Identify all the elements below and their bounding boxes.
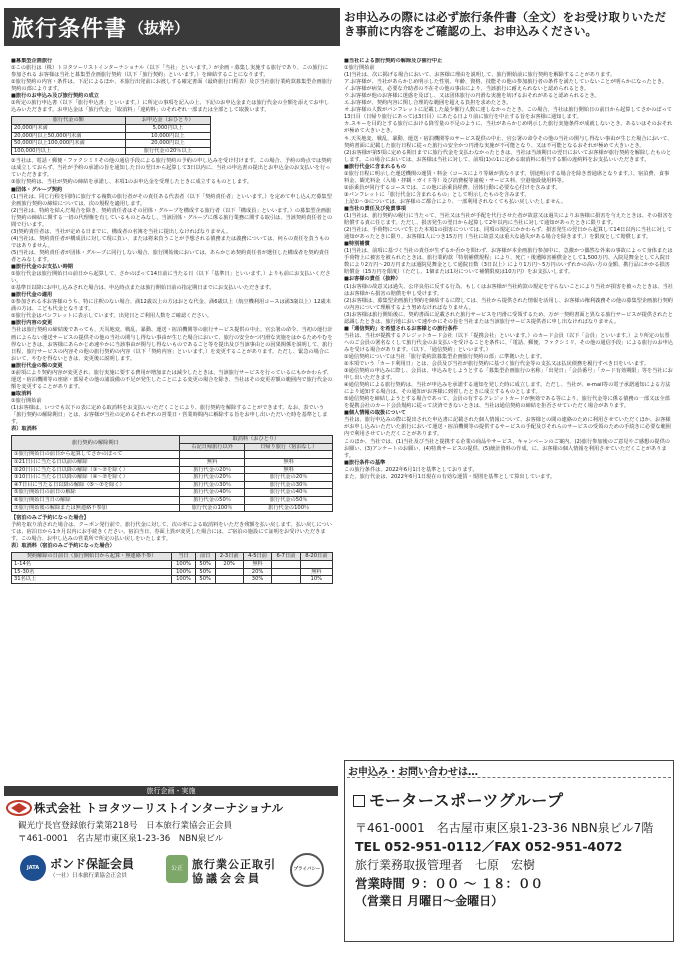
- table-cell: 10%: [300, 576, 332, 584]
- paragraph: (2)当社は、特約を結んだ場合を除き、契約責任者はその団体・グループを構成する旅行者（以下「構成員」といいます。）の募集型企画旅行契約の締結に関する一切の代理権を有しているものとみなし、当該団体・グループに係る旅行業務に関する取引は、当該契約責任者との間で行います。: [11, 207, 333, 228]
- paragraph: このほか、当社では、(1)当社及び当社と提携する企業の商品やサービス、キャンペーンのご案内、(2)旅行参加後のご意見やご感想の提供のお願い、(3)アンケートのお願い、(4)特典サービスの提供、(5)統計資料の作成、に、お客様の個人情報を利用させていただくことがあります。: [344, 438, 670, 459]
- table-cell: 旅行代金の40％: [245, 489, 333, 497]
- paragraph: ■募集型企画旅行: [11, 58, 53, 64]
- cancel-header-right: 取消料（おひとり）: [179, 436, 332, 444]
- table-cell: 旅行代金の30％: [245, 481, 333, 489]
- table-header-cell: 前日: [195, 553, 215, 561]
- company-logo: [6, 800, 32, 816]
- paragraph: エ.お客様が、契約内容に関し合理的な範囲を超える負担を求めたとき。: [344, 100, 512, 107]
- table-header-cell: 8-20日前: [300, 553, 332, 561]
- table-row: [12, 481, 333, 489]
- table-cell: 1-14名: [12, 560, 172, 568]
- paragraph: ①旅行開始前: [344, 65, 375, 72]
- table-cell: ③10日目に当たる日以降の解除（④～⑦を除く）: [12, 474, 180, 482]
- paragraph: ①所定の旅行申込書（以下「旅行申込書」といいます。）に所定の事項を記入の上、下記のお申込金または旅行代金の全額を添えてお申し込みいただきます。お申込金は「旅行代金」「取消料」「違約料」のそれぞれ一部または全部として取扱います。: [11, 100, 330, 114]
- table-row: [12, 124, 211, 132]
- table-cell: 無料: [300, 568, 332, 576]
- table-row: [12, 568, 333, 576]
- table-cell: 10,000円以上: [125, 132, 210, 140]
- table-cell: 5,000円以上: [125, 124, 210, 132]
- table-row: [12, 504, 333, 512]
- paragraph: ■旅行代金の額の変更: [11, 362, 63, 369]
- table-cell: 20,000円未満: [12, 124, 126, 132]
- paragraph: 【宿泊のみご予約になった場合】: [11, 515, 89, 522]
- paragraph: (1)お客様は、いつでも以下の表に定める取消料をお支払いいただくことにより、旅行契約を解除することができます。なお、表でいう「旅行契約の解除期日」とは、お客様が当社の定めるそれぞれの営業日・営業時間内に解除する旨をお申し出いただいた時を基準とします。: [11, 404, 328, 426]
- table-header-row: [12, 553, 333, 561]
- privacy-mark-icon: プライバシー: [290, 853, 324, 887]
- table-cell: ①旅行開始日の前日から起算してさかのぼって: [12, 451, 180, 459]
- table-cell: 50%: [195, 560, 215, 568]
- paragraph: ②添乗員が同行するコースでは、この他に添乗員経費、団体行動に必要な心付けを含みます。: [344, 184, 561, 191]
- paragraph: ②旅行契約の内容・条件は、下記によるほか、本旅行出発前にお渡しする確定書面（最終旅行日程表）及び当社旅行業約款募集型企画旅行契約の部によります。: [11, 79, 333, 93]
- table-cell: ⑤旅行開始日の前日の解除: [12, 489, 180, 497]
- header-bar: [4, 8, 340, 46]
- paragraph: 当社は、旅行申込みの際に提出された申込書に記載された個人情報について、お客様との間の連絡のために利用させていただくほか、お客様がお申し込みいただいた旅行において運送・宿泊機関等の提供するサービスの手配及びそれらのサービスの受領のための手続きに必要な範囲内で利用させていただくことがあります。: [344, 417, 671, 438]
- table-cell: 50,000円以上100,000円未満: [12, 140, 126, 148]
- left-text-c: [11, 515, 333, 550]
- paragraph: ■「通信契約」を希望されるお客様との旅行条件: [344, 325, 458, 332]
- contact-divider: [347, 777, 671, 778]
- paragraph: ②旅行代金はパンフレットに表示しています。出発日とご利用人数をご確認ください。: [11, 313, 213, 320]
- paragraph: (4)当社は、契約責任者が構成員に対して現に負い、または将来負うことが予想される債務または義務については、何らの責任を負うものではありません。: [11, 235, 330, 249]
- paragraph: 当社は旅行契約の締結後であっても、天災地変、戦乱、暴動、運送・宿泊機関等の旅行サービス提供の中止、官公署の命令、当初の運行計画によらない運送サービスの提供その他の当社の関与し得ない事由が生じた場合において、旅行の安全かつ円滑な実施をはかるためやむを得ないときは、お客様にあらかじめ速やかに当該事由が関与し得ないものであること等を提出及び当該事由との因果関係を説明して、旅行日程、旅行サービスの内容その他の旅行契約の内容（以下「契約内容」といいます。）を変更することがあります。ただし、緊急の場合において、やむを得ないときは、変更後に説明します。: [11, 327, 333, 362]
- table-header-cell: 契約解除の日前日（旅行開始日から起算・無連絡不参）: [12, 553, 172, 561]
- paragraph: ③旅行契約は、当社が契約の締結を承諾し、本項1のお申込金を受理したときに成立するものとします。: [11, 179, 252, 186]
- cancellation-table: [11, 435, 333, 512]
- table-cell: [245, 451, 333, 459]
- contact-box: [344, 760, 674, 942]
- table-cell: 旅行代金の100％: [179, 504, 245, 512]
- table-cell: 20%: [243, 568, 271, 576]
- bond-badge: [20, 855, 160, 881]
- table-cell: 旅行代金の20％: [245, 474, 333, 482]
- paragraph: ②当社は、電話・郵便・ファクシミリその他の通信手段による旅行契約の予約の申し込みを受け付けます。この場合、予約の時点では契約は成立しておらず、当社が予約の承諾の旨を通知した日の翌日から起算して3日以内に、当社の申込書の提出とお申込金のお支払いを行っていただきます。: [11, 158, 332, 179]
- paragraph: ■旅行代金に含まれるもの: [344, 163, 406, 170]
- planning-bar: 旅行企画・実施: [4, 786, 338, 796]
- table-row: [12, 576, 333, 584]
- paragraph: ■個人情報の取扱について: [344, 410, 406, 417]
- paragraph: (2)当社は、手荷物について生じた本項1の損害については、同項の規定にかかわらず、損害発生の翌日から起算して14日以内に当社に対して通知があったときに限り、お客様1人につき15万円（当社に故意又は重大な過失がある場合を除きます。）を限度として賠償します。: [344, 227, 672, 241]
- table-row: [12, 489, 333, 497]
- table-cell: 無料: [245, 458, 333, 466]
- paragraph: 当社は、当社が提携するクレジットカード会社（以下「提携会社」といいます。）のカード会員（以下「会員」といいます。）より所定の伝票へのご会員の署名なくして旅行代金のお支払いを受けることを条件に、「電話、郵便、ファクシミリ、その他の通信手段」による旅行のお申込みを受ける場合があります。（以下、「通信契約」といいます。）: [344, 332, 674, 353]
- table-cell: 無料: [243, 560, 271, 568]
- table-cell: ⑦旅行開始後の解除または無連絡不参加: [12, 504, 180, 512]
- paragraph: 上記①～③については、お客様のご都合により、一部利用されなくても払い戻しいたしません。: [344, 198, 567, 205]
- paragraph: ■旅行代金のお支払い時期: [11, 264, 73, 271]
- contact-hours: 営業時間 ９：００ ～ １８：００: [355, 876, 544, 891]
- bond-title: ボンド保証会員: [50, 857, 135, 871]
- paragraph: (2)お客様は、募集型企画旅行契約を締結するに際しては、当社から提供された情報を活用し、お客様の権利義務その他の募集型企画旅行契約の内容について理解するよう努めなければなりません。: [344, 297, 673, 311]
- paragraph: ③通信契約の申込みに際し、会員は、申込みをしようとする「募集型企画旅行の名称」「出発日」「会員番号」「カード有効期限」等を当社にお申し出いただきます。: [344, 368, 673, 382]
- table-header-cell: 6-7日前: [272, 553, 300, 561]
- table-row: [12, 451, 333, 459]
- table-header-cell: 2-3日前: [215, 553, 243, 561]
- checkbox-icon: [353, 795, 365, 807]
- paragraph: ①この旅行は（株）トヨタツーリストインターナショナル（以下「当社」といいます。）が企画・募集し実施する旅行であり、この旅行に参加される お客様は当社と募集型企画旅行契約（以下「旅行契約」といいます。）を締結することになります。: [11, 65, 328, 79]
- table-cell: 15-30名: [12, 568, 172, 576]
- paragraph: キ.天災地変、戦乱、暴動、運送・宿泊機関等のサービス提供の中止、官公署の命令その他の当社の関与し得ない事由が生じた場合において、契約書面に記載した旅行日程に従った旅行の安全かつ円滑な実施が不可能となり、又は不可能となるおそれが極めて大きいとき。: [344, 135, 673, 149]
- contact-phone: TEL 052-951-0112／FAX 052-951-4072: [355, 839, 623, 854]
- paragraph: この旅行条件は、2022年6月1日を基準としております。: [344, 466, 478, 473]
- hotel-cancellation-table: [11, 552, 333, 583]
- contact-title: お申込み・お問い合わせは…: [348, 767, 478, 778]
- left-text-a: [11, 58, 333, 114]
- paragraph: (1)当社は、同じ行程を同時に旅行する複数の旅行者がその責任ある代表者（以下「契約責任者」といいます。）を定めて申し込んだ募集型企画旅行契約の締結については、次の規程を適用します。: [11, 193, 332, 207]
- fair-trade-badge: [166, 855, 286, 885]
- contact-company-name: モータースポーツグループ: [369, 791, 564, 810]
- table-cell: 旅行代金の50％: [245, 496, 333, 504]
- table-row: [12, 474, 333, 482]
- table-row: [12, 466, 333, 474]
- table-cell: [300, 560, 332, 568]
- table-cell: ②20日目に当たる日以降の解除（③～⑦を除く）: [12, 466, 180, 474]
- paragraph: (1)当社は、次に掲げる場合において、お客様に理由を説明して、旅行開始前に旅行契約を解除することがあります。: [344, 72, 616, 79]
- jata-icon: JATA: [20, 855, 46, 881]
- paragraph: ■旅行代金の適用: [11, 292, 53, 299]
- paragraph: ④通信契約による旅行契約は、当社が申込みを承諾する通知を発した時に成立します。ただし、当社が、e-mail等の電子承諾通知による方法により通知する場合は、その通知がお客様に到着したときに成立するものとします。: [344, 382, 671, 396]
- paragraph: 表）取消料（宿泊のみご予約になった場合）: [11, 543, 115, 550]
- contact-company: [353, 788, 563, 811]
- paragraph: カ.スキーを目的とする旅行における降雪量の不足のように、当社があらかじめ明示した旅行実施条件が成就しないとき、あるいはそのおそれが極めて大きいとき。: [344, 121, 673, 135]
- page-title: 旅行条件書: [12, 16, 128, 42]
- paragraph: 予約を取り消された場合は、クーポン発行前で、旅行代金に対して、次の率による取消料をいただき残額を払い戻します。払い戻しについては、宿泊日から1カ月以内にお手続きください。宿泊当日、券面上異が変更した場合には、ご宿泊の施設にて証明をお受けいただきます。この場合、お申し込みの営業所で所定の払い戻しをいたします。: [11, 522, 332, 543]
- table-cell: 50%: [195, 568, 215, 576]
- cancel-subheader: 右記日帰旅行以外: [179, 443, 245, 451]
- paragraph: (1)お客様の故意又は過失、公序良俗に反する行為、もしくはお客様が当社約款の規定を守らないことにより当社が損害を被ったときは、当社はお客様から損害の賠償を申し受けます。: [344, 283, 673, 297]
- fair-trade-line2: 協議会会員: [192, 872, 262, 885]
- paragraph: ■当社による旅行契約の解除及び催行中止: [344, 58, 443, 64]
- table-cell: 旅行代金の50％: [179, 496, 245, 504]
- paragraph: ②本項でいう「カード利用日」とは、会員及び当社が旅行契約に基づく旅行代金等の支払又は払戻債務を履行すべき日をいいます。: [344, 361, 650, 368]
- paragraph: また、旅行代金は、2022年6月1日現在の有効な運賃・規則を基準として算出しています。: [344, 473, 556, 480]
- table-cell: 50%: [195, 576, 215, 584]
- fair-trade-icon: 公正: [166, 855, 188, 883]
- paragraph: ■当社の責任及び免責事項: [344, 205, 406, 212]
- table-row: [12, 458, 333, 466]
- paragraph: (5)当社は、契約責任者が団体・グループに同行しない場合、旅行開始後においては、あらかじめ契約責任者が選任した構成者を契約責任者とみなします。: [11, 249, 330, 263]
- table-row: [12, 140, 211, 148]
- table-cell: 20%: [215, 560, 243, 568]
- table-cell: 31名以上: [12, 576, 172, 584]
- table-cell: [272, 568, 300, 576]
- paragraph: ③前項により契約内容が変更され、旅行実施に要する費用が増加または減少したときは、当該旅行サービスを行っているにもかかわらず、運送・宿泊機関等の座席・部屋その他の諸設備の不足が発生したことによる変更の場合を除き、当社はその変更差額の範囲内で旅行代金の額を変更することがあります。: [11, 369, 333, 390]
- paragraph: ①旅行開始前: [11, 397, 42, 404]
- paragraph: ア.お客様が、当社があらかじめ明示した性別、年齢、資格、技能その他の参加旅行者の条件を満たしていないことが明らかになったとき。: [344, 79, 668, 86]
- table-cell: 100%: [172, 560, 196, 568]
- paragraph: イ.お客様が病気、必要な介助者の不在その他の事由により、当該旅行に耐えられないと認められるとき。: [344, 86, 590, 93]
- table-cell: [272, 576, 300, 584]
- table-cell: 無料: [245, 466, 333, 474]
- deposit-header: お申込金（おひとり）: [125, 117, 210, 125]
- fair-trade-line1: 旅行業公正取引: [192, 858, 276, 871]
- table-header-cell: 当日: [172, 553, 196, 561]
- paragraph: ■旅行条件の基準: [344, 459, 386, 466]
- table-header-cell: 4-5日前: [243, 553, 271, 561]
- table-cell: 旅行代金の20％以上: [125, 147, 210, 155]
- table-cell: 100%: [172, 568, 196, 576]
- table-cell: 旅行代金の20％: [179, 474, 245, 482]
- paragraph: ①旅行代金は旅行開始日の前日から起算して、さかのぼって14日前に当たる日（以下「基準日」といいます。）よりも前にお支払いください。: [11, 271, 331, 285]
- table-cell: ④7日目に当たる日以降の解除（⑤～⑦を除く）: [12, 481, 180, 489]
- table-cell: [215, 568, 243, 576]
- table-cell: 旅行代金の100％: [245, 504, 333, 512]
- table-cell: 20,000円以上50,000円未満: [12, 132, 126, 140]
- left-text-b: [11, 158, 333, 433]
- paragraph: ■旅行のお申込み及び旅行契約の成立: [11, 93, 99, 100]
- table-cell: [215, 576, 243, 584]
- table-cell: 無料: [179, 458, 245, 466]
- paragraph: (3)お客様は旅行開始後に、契約書面に記載された旅行サービスを円滑に受領するため、万が一契約書面と異なる旅行サービスが提供されたと認識したときは、旅行地において速やかにその旨を当社または当該旅行サービス提供者に申し出なければなりません。: [344, 311, 673, 325]
- paragraph: ②基準日以降にお申し込みされた場合は、申込時点または旅行開始日前の指定期日までにお支払いいただきます。: [11, 285, 275, 292]
- paragraph: オ.お客様の人数がパンフレットに記載した最少催行人数に達しなかったとき。この場合、当社は旅行開始日の前日から起算してさかのぼって13日目（日帰り旅行にあっては3日目）にあたる日より前に旅行を中止する旨をお客様に通知します。: [344, 107, 672, 121]
- table-row: [12, 147, 211, 155]
- table-cell: 100%: [172, 576, 196, 584]
- table-cell: 20,000円以上: [125, 140, 210, 148]
- table-cell: 旅行代金の20％: [179, 466, 245, 474]
- table-cell: 30%: [243, 576, 271, 584]
- company-address: 〒461-0001 名古屋市東区泉1-23-36 NBN泉ビル: [18, 834, 224, 844]
- paragraph: (1)当社は、旅行契約の履行に当たって、当社又は当社が手配を代行させた者が故意又は過失によりお客様に損害を与えたときは、その損害を賠償する責に任じます。ただし、損害発生の翌日から起算して2年以内に当社に対して通知があったときに限ります。: [344, 213, 673, 227]
- paragraph: (3)契約責任者は、当社が定める日までに、構成者の名簿を当社に提出しなければなりません。: [11, 228, 232, 235]
- paragraph: ■お客様の責任（抜粋）: [344, 276, 401, 283]
- table-cell: 旅行代金の40％: [179, 489, 245, 497]
- company-registration: 観光庁長官登録旅行業第218号 日本旅行業協会正会員: [18, 821, 233, 831]
- paragraph: ■旅行内容の変更: [11, 320, 53, 327]
- paragraph: ■取消料: [11, 390, 32, 397]
- paragraph: ①旅行日程に明示した運送機関の運賃・料金（コースにより等級が異なります。別途明示する場合を除き普通席となります。）、宿泊費、食事料金、観光料金（入場・拝観・ガイド等）及び消費税等諸税・サービス料、空港施設使用料等。: [344, 170, 670, 184]
- paragraph: ■団体・グループ契約: [11, 186, 63, 193]
- paragraph: ①参加される本お客様のうち、特に注釈のない場合、満12歳以上の方はおとな代金、満6歳以上（航空機利用コースは満3歳以上）12歳未満の方は、こども代金となります。: [11, 299, 331, 313]
- table-cell: [179, 451, 245, 459]
- table-row: [12, 132, 211, 140]
- right-column: [344, 58, 674, 748]
- deposit-table: [11, 116, 211, 155]
- table-cell: [272, 560, 300, 568]
- contact-manager: 旅行業務取扱管理者 七原 宏樹: [355, 858, 536, 872]
- bond-subtitle: （一社）日本旅行業協会正会員: [50, 873, 128, 879]
- paragraph: ⑤通信契約を締結しようとする場合であって、会員の有するクレジットカードが無効である等により、旅行代金等に係る債務の一部又は全部を提携会社のカード会員規約に従って決済できないときは、当社は通信契約の締結を拒否させていただく場合があります。: [344, 396, 670, 410]
- cancel-subheader: 日帰り旅行（宿泊なし）: [245, 443, 333, 451]
- paragraph: 表）取消料: [11, 426, 37, 433]
- table-cell: 旅行代金の30％: [179, 481, 245, 489]
- page-subtitle: （抜粋）: [129, 18, 190, 37]
- paragraph: ■特別補償: [344, 241, 370, 248]
- table-row: [12, 560, 333, 568]
- contact-address: 〒461-0001 名古屋市東区泉1-23-36 NBN泉ビル7階: [355, 821, 654, 835]
- paragraph: ①通信契約については当社「旅行業約款募集型企画旅行契約の部」に準拠いたします。: [344, 353, 546, 360]
- paragraph: ③パンフレットに「旅行代金に含まれるもの」として明示したものを含みます。: [344, 191, 530, 198]
- left-column: [11, 58, 333, 778]
- table-cell: ⑥旅行開始日当日の解除: [12, 496, 180, 504]
- paragraph: (2)お客様が第5項に定める期日までに旅行代金を支払わなかったときは、当社は当該期日の翌日においてお客様が旅行契約を解除したものとします。この場合においては、お客様は当社に対して、前項(1)の1に定める取消料に相当する額の違約料をお支払いいただきます。: [344, 149, 672, 163]
- cancel-header-left: 旅行契約の解除期日: [12, 436, 180, 451]
- paragraph: (1)当社は、前項に基づく当社の責任が生ずるか否かを問わず、お客様が本企画旅行参加中に、急激かつ偶然な外来の事故によって身体または手荷物上に被害を被られたときは、旅行業約款「特別補償規程」により、死亡・後遺障害補償金として1,500万円、入院見舞金として入院日数により2万円～20万円または通院見舞金として通院日数（3日以上）により1万円～5万円のいずれかの高い方の金額、携行品にかかる損害賠償金（15万円を限度）（ただし、1個または1対について補償限度は10万円）をお支払いします。: [344, 248, 673, 276]
- table-cell: 100,000円以上: [12, 147, 126, 155]
- notice-text: お申込みの際には必ず旅行条件書（全文）をお受け取りいただき事前に内容をご確認の上、お申込みください。: [344, 10, 666, 38]
- table-cell: ①21日目に当たる日以前の解除: [12, 458, 180, 466]
- paragraph: ウ.お客様が他のお客様に迷惑を及ぼし、又は団体旅行の円滑な実施を妨げるおそれがあると認められるとき。: [344, 93, 600, 100]
- contact-days: （営業日 月曜日～金曜日）: [355, 894, 504, 908]
- company-name: 株式会社 トヨタツーリストインターナショナル: [34, 801, 284, 815]
- deposit-header: 旅行代金の額: [12, 117, 126, 125]
- table-row: [12, 496, 333, 504]
